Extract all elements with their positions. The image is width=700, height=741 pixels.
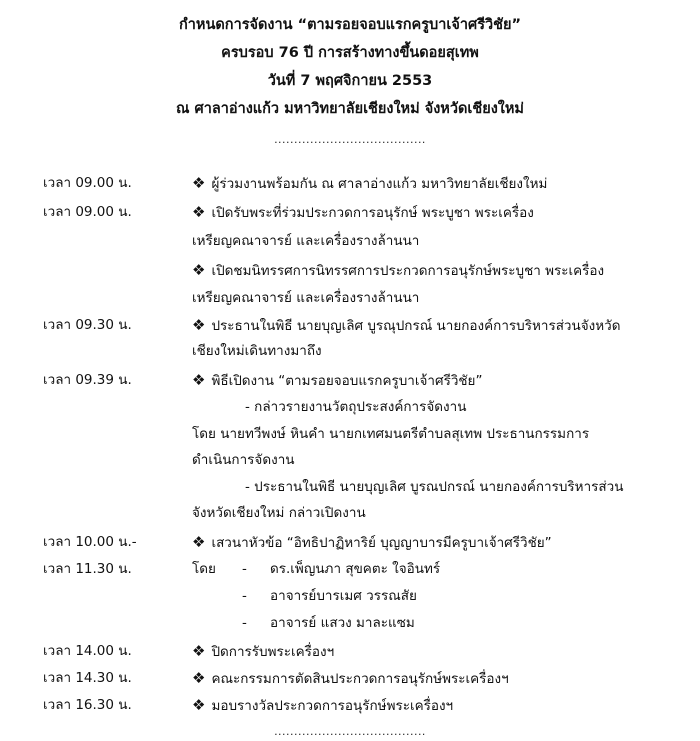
schedule-item: ❖ พิธีเปิดงาน “ตามรอยจอบแรกครูบาเจ้าศรีวิชัย” xyxy=(192,371,483,389)
bullet-icon: ❖ xyxy=(192,174,206,192)
bullet-icon: ❖ xyxy=(192,261,206,279)
schedule-subitem: - ประธานในพิธี นายบุญเลิศ บูรณปกรณ์ นายกองค์การบริหารส่วน xyxy=(245,479,624,495)
doc-subtitle-anniversary: ครบรอบ 76 ปี การสร้างทางขึ้นดอยสุเทพ xyxy=(221,45,479,61)
speaker-dash: - xyxy=(242,615,247,631)
schedule-item: ❖ มอบรางวัลประกวดการอนุรักษ์พระเครื่องฯ xyxy=(192,696,454,714)
bullet-icon: ❖ xyxy=(192,533,206,551)
speaker-name: อาจารย์บารเมศ วรรณสัย xyxy=(270,588,417,604)
schedule-item: ❖ ปิดการรับพระเครื่องฯ xyxy=(192,642,335,660)
schedule-item-continuation: จังหวัดเชียงใหม่ กล่าวเปิดงาน xyxy=(192,505,366,521)
schedule-item: ❖ เปิดรับพระที่ร่วมประกวดการอนุรักษ์ พระบูชา พระเครื่อง xyxy=(192,203,534,221)
header-dot-separator: ...................................... xyxy=(274,133,426,146)
doc-title: กำหนดการจัดงาน “ตามรอยจอบแรกครูบาเจ้าศรีวิชัย” xyxy=(178,17,521,33)
bullet-icon: ❖ xyxy=(192,203,206,221)
schedule-item: ❖ เปิดชมนิทรรศการนิทรรศการประกวดการอนุรักษ์พระบูชา พระเครื่อง xyxy=(192,261,605,279)
schedule-item: ❖ ประธานในพิธี นายบุญเลิศ บูรณุปกรณ์ นายกองค์การบริหารส่วนจังหวัด xyxy=(192,316,621,334)
schedule-item: ❖ ผู้ร่วมงานพร้อมกัน ณ ศาลาอ่างแก้ว มหาวิทยาลัยเชียงใหม่ xyxy=(192,174,548,192)
speaker-name: อาจารย์ แสวง มาละแซม xyxy=(270,615,415,631)
doc-date: วันที่ 7 พฤศจิกายน 2553 xyxy=(267,73,433,89)
doc-venue: ณ ศาลาอ่างแก้ว มหาวิทยาลัยเชียงใหม่ จังหวัดเชียงใหม่ xyxy=(176,101,524,117)
schedule-time: เวลา 09.00 น. xyxy=(43,175,132,191)
schedule-time: เวลา 11.30 น. xyxy=(43,561,132,577)
speaker-name: ดร.เพ็ญนภา สุขคตะ ใจอินทร์ xyxy=(270,561,441,577)
schedule-subitem: - กล่าวรายงานวัตถุประสงค์การจัดงาน xyxy=(245,399,467,415)
bullet-icon: ❖ xyxy=(192,316,206,334)
speaker-dash: - xyxy=(242,561,247,577)
bullet-icon: ❖ xyxy=(192,642,206,660)
schedule-time: เวลา 16.30 น. xyxy=(43,697,132,713)
bullet-icon: ❖ xyxy=(192,669,206,687)
schedule-item-continuation: เชียงใหม่เดินทางมาถึง xyxy=(192,343,322,359)
schedule-item: ❖ เสวนาหัวข้อ “อิทธิปาฏิหาริย์ บุญญาบารมีครูบาเจ้าศรีวิชัย” xyxy=(192,533,552,551)
schedule-time: เวลา 09.00 น. xyxy=(43,204,132,220)
bullet-icon: ❖ xyxy=(192,696,206,714)
schedule-time: เวลา 10.00 น.- xyxy=(43,534,137,550)
schedule-time: เวลา 09.39 น. xyxy=(43,372,132,388)
speaker-by-label: โดย xyxy=(192,561,216,577)
footer-dot-separator: ...................................... xyxy=(274,725,426,738)
schedule-time: เวลา 14.30 น. xyxy=(43,670,132,686)
schedule-item-continuation: ดำเนินการจัดงาน xyxy=(192,452,295,468)
speaker-dash: - xyxy=(242,588,247,604)
bullet-icon: ❖ xyxy=(192,371,206,389)
schedule-time: เวลา 14.00 น. xyxy=(43,643,132,659)
schedule-item-continuation: เหรียญคณาจารย์ และเครื่องรางล้านนา xyxy=(192,233,420,249)
schedule-item: ❖ คณะกรรมการตัดสินประกวดการอนุรักษ์พระเครื่องฯ xyxy=(192,669,509,687)
schedule-item-continuation: โดย นายทวีพงษ์ หินคำ นายกเทศมนตรีตำบลสุเทพ ประธานกรรมการ xyxy=(192,426,590,442)
schedule-item-continuation: เหรียญคณาจารย์ และเครื่องรางล้านนา xyxy=(192,290,420,306)
schedule-time: เวลา 09.30 น. xyxy=(43,317,132,333)
